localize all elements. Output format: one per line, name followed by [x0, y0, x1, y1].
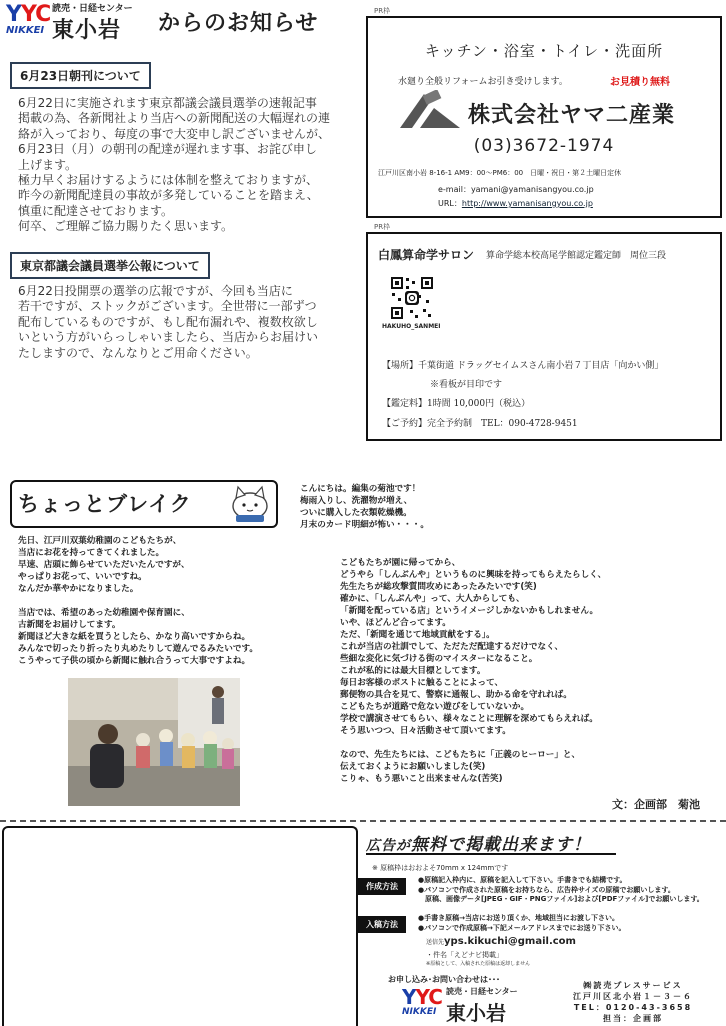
- break-right-text: こどもたちが園に帰ってから、 どうやら「しんぶんや」というものに興味を持ってもらえたらしく、 先生たちが総攻撃質問攻めにあったみたいです(笑) 確かに、「しんぶんや」って、大人からしても、 「新聞を配っている店」というイメージしかないかもしれません。 いや、ほどんど合ってます。 ただ、「新聞を通じて地域貢献をする」。 これが当店の社訓でして、ただただ配達するだけでなく、 些細な変化に気づける街のマイスターになること。 これが私的には最大目標としてます。 毎日お客様のポストに触ることによって、 郵便物の具合を見て、警察に通報し、助かる命を守れれば。 こどもたちが道路で危ない遊びをしていないか。 学校で講演させてもらい、様々なことに理解を深めてもらえれば。 そう思いつつ、日々活動させて頂いてます。 なので、先生たちには、こどもたちに「正義のヒーロー」と、 伝えておくようにお願いしました(笑) こりゃ、もう悪いこと出来ませんな(苦笑): [340, 558, 607, 784]
- send-to-row: 送信先yps.kikuchi@gmail.com: [426, 936, 576, 947]
- hakuho-ad: [366, 232, 722, 441]
- yamani-ad: [366, 16, 722, 218]
- ad1-address: 江戸川区南小岩 8-16-1 AM9：00〜PM6：00 日曜・祝日・第２土曜日定休: [378, 169, 622, 177]
- method1-text: ●原稿記入枠内に、原稿を記入して下さい。手書きでも結構です。 ●パソコンで作成された原稿をお持ちなら、広告枠サイズの原稿でお願いします。 原稿、画像データ[JPEG・GIF・PNGファイル]および[PDFファイル]でお願いします。: [418, 876, 704, 903]
- ad1-company: 株式会社ヤマ二産業: [468, 103, 676, 128]
- ad1-url-link[interactable]: http://www.yamanisangyou.co.jp: [461, 199, 593, 208]
- break-title-box: [10, 480, 278, 528]
- break-signature: 文：企画部 菊池: [612, 798, 700, 811]
- pr-label: PR枠: [374, 7, 391, 15]
- free-ad-blank-frame[interactable]: [2, 826, 358, 1026]
- nikkei-logo: NIKKEI: [6, 25, 45, 36]
- ad2-place: 【場所】千葉街道 ドラッグセイムスさん南小岩７丁目店「向かい側」: [382, 361, 664, 371]
- free-ad-size-note: ※ 原稿枠はおおよそ70mm x 124mmです: [372, 864, 509, 872]
- notice1-body: 6月22日に実施されます東京都議会議員選挙の速報記事 掲載の為、各新聞社より当店への新聞配送の大幅遅れの連 絡が入っており、毎度の事で大変申し訳ございませんが、 6月23日（月）の朝刊の配達が遅れます事、お詫び申し 上げます。 極力早くお届けするようには体制を整えておりますが、 昨今の新聞配達員の事故が多発していることを踏まえ、 慎重に配達させております。 何卒、ご理解ご協力賜りたく思います。: [18, 96, 331, 234]
- ad2-sign: ※看板が目印です: [430, 380, 503, 390]
- ad1-phone: (03)3672-1974: [473, 136, 615, 156]
- section-divider: [0, 820, 726, 822]
- free-ad-title-underline: [366, 853, 616, 855]
- center-subtitle: 読売・日経センター: [52, 4, 133, 14]
- notice2-heading: 東京都議会議員選挙公報について: [10, 252, 210, 279]
- ad1-email: e-mail：yamani@yamanisangyou.co.jp: [438, 185, 594, 194]
- break-left-text: 先日、江戸川双葉幼稚園のこどもたちが、 当店にお花を持ってきてくれました。 早速、店頭に飾らせていただいたんですが、 やっぱりお花って、いいですね。 なんだか華やかになりました。 当店では、希望のあった幼稚園や保育園に、 古新聞をお届けしてます。 新聞ほど大きな紙を買うとしたら、かなり高いですからね。 みんなで切ったり折ったり丸めたりして遊んでるみたいです。 こうやって子供の頃から新聞に触れ合うって大事ですよね。: [18, 536, 258, 666]
- yamani-logo-icon: [398, 90, 462, 130]
- kindergarten-photo: [68, 678, 240, 806]
- free-ad-title: 広告が無料で掲載出来ます！: [366, 835, 591, 855]
- footer-nikkei-logo: NIKKEI: [402, 1007, 437, 1017]
- page-title: からのお知らせ: [158, 11, 319, 36]
- ad2-fee: 【鑑定料】1時間 10,000円（税込）: [382, 399, 531, 409]
- subject-note: ・件名「えどナビ掲載」: [426, 951, 503, 959]
- notice2-body: 6月22日投開票の選挙の広報ですが、今回も当店に 若干ですが、ストックがございます。全世帯に一部ずつ 配布しているものですが、もし配布漏れや、複数枚欲し いという方がいらっしゃいましたら、当店からお届けい たしますので、なんなりとご用命ください。: [18, 284, 319, 360]
- cat-mascot-icon: [226, 484, 274, 524]
- break-title: ちょっとブレイク: [18, 492, 192, 516]
- footer-center-subtitle: 読売・日経センター: [446, 987, 518, 996]
- qr-code-icon[interactable]: [390, 276, 434, 320]
- ad2-salon: 白鳳算命学サロン: [378, 248, 475, 262]
- footer-contact-info: ㈱読売プレスサービス 江戸川区北小岩１－３－６ TEL：0120-43-3658 担当：企画部: [573, 981, 693, 1023]
- footer-yc-logo: YYC: [402, 985, 442, 1009]
- ad1-url-row: URL：http://www.yamanisangyou.co.jp: [438, 199, 593, 208]
- pr-label-2: PR枠: [374, 223, 391, 231]
- method1-label: 作成方法: [358, 878, 406, 895]
- ad2-reserve: 【ご予約】完全予約制 TEL：090-4728-9451: [382, 419, 578, 429]
- notice1-heading: 6月23日朝刊について: [10, 62, 151, 89]
- center-name: 東小岩: [52, 18, 122, 43]
- method2-label: 入稿方法: [358, 916, 406, 933]
- ad1-sub: 水廻り全般リフォームお引き受けします。: [398, 77, 568, 87]
- yc-logo: YYC: [6, 2, 51, 27]
- footer-center-name: 東小岩: [446, 1001, 506, 1025]
- send-to-email[interactable]: yps.kikuchi@gmail.com: [444, 936, 576, 947]
- contact-lead: お申し込み･お問い合わせは･･･: [388, 975, 500, 984]
- ad1-headline: キッチン・浴室・トイレ・洗面所: [424, 42, 664, 60]
- ad2-cert: 算命学総本校高尾学館認定鑑定師 周位三段: [486, 251, 667, 261]
- break-intro: こんにちは。編集の菊池です！ 梅雨入りし、洗濯物が増え、 ついに購入した衣類乾燥機。 月末のカード明細が怖い・・・。: [300, 484, 429, 530]
- ad1-estimate: お見積り無料: [610, 77, 670, 88]
- return-note: ※原稿として、入稿された原稿は返却しません: [426, 961, 531, 967]
- qr-caption: HAKUHO_SANMEI: [382, 323, 441, 330]
- method2-text: ●手書き原稿→当店にお送り頂くか、地域担当にお渡し下さい。 ●パソコンで作成原稿→下記メールアドレスまでにお送り下さい。: [418, 914, 626, 932]
